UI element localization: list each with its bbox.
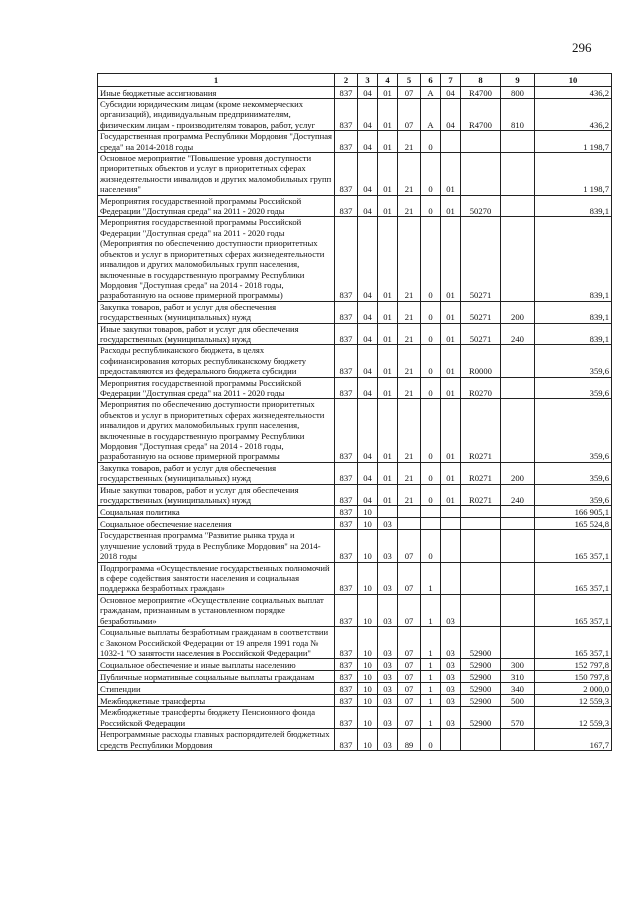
row-amount: 165 357,1: [535, 562, 612, 594]
row-expense-type: 240: [501, 484, 535, 506]
column-header: 1: [98, 74, 335, 87]
row-subprogram: 1: [421, 695, 441, 707]
row-gr: 837: [335, 627, 358, 659]
table-row: [98, 99, 612, 131]
row-section: 04: [358, 87, 378, 99]
table-row: [98, 671, 612, 683]
row-gr: 837: [335, 562, 358, 594]
row-section: 10: [358, 729, 378, 751]
row-name: Иные закупки товаров, работ и услуг для обеспечения государственных (муниципальных) нужд: [98, 484, 335, 506]
row-activity: [441, 562, 461, 594]
row-subprogram: А: [421, 87, 441, 99]
row-subprogram: 1: [421, 594, 441, 626]
table-row: [98, 562, 612, 594]
row-amount: 359,6: [535, 377, 612, 399]
row-subprogram: 0: [421, 217, 441, 301]
row-subsection: 01: [378, 153, 398, 196]
column-header: 5: [398, 74, 421, 87]
table-row: [98, 707, 612, 729]
row-gr: 837: [335, 301, 358, 323]
row-expense-type: 200: [501, 462, 535, 484]
row-program: 21: [398, 301, 421, 323]
row-activity: 04: [441, 99, 461, 131]
row-program: 21: [398, 462, 421, 484]
row-program: 21: [398, 377, 421, 399]
table-row: [98, 377, 612, 399]
row-gr: 837: [335, 217, 358, 301]
row-name: Межбюджетные трансферты бюджету Пенсионного фонда Российской Федерации: [98, 707, 335, 729]
column-header: 9: [501, 74, 535, 87]
row-direction: [461, 506, 501, 518]
row-direction: [461, 530, 501, 562]
row-subsection: 01: [378, 301, 398, 323]
row-gr: 837: [335, 131, 358, 153]
row-section: 04: [358, 217, 378, 301]
row-name: Иные закупки товаров, работ и услуг для обеспечения государственных (муниципальных) нужд: [98, 323, 335, 345]
row-amount: 839,1: [535, 195, 612, 217]
row-subsection: 03: [378, 562, 398, 594]
row-name: Мероприятия по обеспечению доступности приоритетных объектов и услуг в приоритетных сферах жизнедеятельности инвалидов и других маломобильных групп населения, включенные в государственную программу Республики Мордовия "Доступная среда" на 2014 - 2018 годы, разработанную на основе примерной программы: [98, 399, 335, 462]
row-amount: 165 524,8: [535, 518, 612, 530]
row-activity: 01: [441, 377, 461, 399]
table-row: [98, 695, 612, 707]
row-amount: 436,2: [535, 99, 612, 131]
row-activity: 03: [441, 671, 461, 683]
row-section: 04: [358, 484, 378, 506]
row-direction: 52900: [461, 683, 501, 695]
column-header: 7: [441, 74, 461, 87]
row-activity: 03: [441, 659, 461, 671]
row-subprogram: 1: [421, 671, 441, 683]
row-direction: 52900: [461, 627, 501, 659]
row-section: 10: [358, 562, 378, 594]
row-name: Социальные выплаты безработным гражданам в соответствии с Законом Российской Федерации от 19 апреля 1991 года № 1032-1 "О занятости населения в Российской Федерации": [98, 627, 335, 659]
row-gr: 837: [335, 518, 358, 530]
table-row: [98, 345, 612, 377]
row-direction: [461, 729, 501, 751]
row-subprogram: 1: [421, 707, 441, 729]
row-expense-type: 300: [501, 659, 535, 671]
row-program: 07: [398, 659, 421, 671]
row-gr: 837: [335, 530, 358, 562]
row-subprogram: 0: [421, 323, 441, 345]
row-section: 10: [358, 683, 378, 695]
row-section: 10: [358, 659, 378, 671]
row-subprogram: [421, 518, 441, 530]
row-expense-type: [501, 530, 535, 562]
row-program: 07: [398, 671, 421, 683]
row-amount: 1 198,7: [535, 131, 612, 153]
row-subprogram: 0: [421, 399, 441, 462]
row-subsection: 01: [378, 462, 398, 484]
page-number: 296: [572, 40, 592, 55]
row-subsection: 03: [378, 707, 398, 729]
table-row: [98, 594, 612, 626]
row-section: 10: [358, 506, 378, 518]
row-program: 07: [398, 530, 421, 562]
row-subsection: 01: [378, 377, 398, 399]
row-activity: 01: [441, 462, 461, 484]
row-expense-type: [501, 594, 535, 626]
row-subprogram: 0: [421, 153, 441, 196]
row-amount: 152 797,8: [535, 659, 612, 671]
row-activity: [441, 506, 461, 518]
budget-table: [97, 73, 612, 751]
row-subprogram: 0: [421, 131, 441, 153]
table-row: [98, 153, 612, 196]
row-program: 21: [398, 484, 421, 506]
row-section: 04: [358, 131, 378, 153]
row-gr: 837: [335, 729, 358, 751]
row-amount: 359,6: [535, 399, 612, 462]
row-expense-type: [501, 131, 535, 153]
table-row: [98, 195, 612, 217]
row-subsection: 03: [378, 695, 398, 707]
row-expense-type: [501, 562, 535, 594]
row-name: Непрограммные расходы главных распорядителей бюджетных средств Республики Мордовия: [98, 729, 335, 751]
row-subprogram: 0: [421, 729, 441, 751]
row-name: Закупка товаров, работ и услуг для обеспечения государственных (муниципальных) нужд: [98, 462, 335, 484]
row-activity: 03: [441, 683, 461, 695]
row-program: 07: [398, 562, 421, 594]
row-expense-type: [501, 377, 535, 399]
row-gr: 837: [335, 99, 358, 131]
column-header: 10: [535, 74, 612, 87]
row-amount: 165 357,1: [535, 627, 612, 659]
row-expense-type: [501, 217, 535, 301]
row-activity: 03: [441, 594, 461, 626]
row-direction: R0271: [461, 399, 501, 462]
row-direction: [461, 594, 501, 626]
row-activity: 01: [441, 484, 461, 506]
row-direction: 50271: [461, 323, 501, 345]
row-name: Социальное обеспечение и иные выплаты населению: [98, 659, 335, 671]
row-gr: 837: [335, 594, 358, 626]
row-expense-type: 240: [501, 323, 535, 345]
row-amount: 839,1: [535, 301, 612, 323]
row-expense-type: [501, 627, 535, 659]
row-name: Основное мероприятие "Повышение уровня доступности приоритетных объектов и услуг в приоритетных сферах жизнедеятельности инвалидов и других маломобильных групп населения": [98, 153, 335, 196]
row-amount: 2 000,0: [535, 683, 612, 695]
row-amount: 436,2: [535, 87, 612, 99]
table-row: [98, 659, 612, 671]
row-gr: 837: [335, 345, 358, 377]
row-gr: 837: [335, 462, 358, 484]
row-activity: 01: [441, 399, 461, 462]
row-gr: 837: [335, 87, 358, 99]
row-expense-type: 800: [501, 87, 535, 99]
table-row: [98, 301, 612, 323]
row-amount: 1 198,7: [535, 153, 612, 196]
row-activity: [441, 131, 461, 153]
row-gr: 837: [335, 153, 358, 196]
row-subprogram: 0: [421, 484, 441, 506]
row-subsection: 03: [378, 518, 398, 530]
row-activity: 03: [441, 695, 461, 707]
row-section: 10: [358, 530, 378, 562]
row-section: 04: [358, 399, 378, 462]
row-amount: 167,7: [535, 729, 612, 751]
row-subprogram: 0: [421, 377, 441, 399]
row-subprogram: 1: [421, 627, 441, 659]
row-section: 10: [358, 695, 378, 707]
row-gr: 837: [335, 377, 358, 399]
table-row: [98, 87, 612, 99]
row-amount: 839,1: [535, 323, 612, 345]
row-activity: 01: [441, 217, 461, 301]
table-row: [98, 484, 612, 506]
row-direction: R0271: [461, 484, 501, 506]
row-gr: 837: [335, 323, 358, 345]
table-row: [98, 683, 612, 695]
row-name: Межбюджетные трансферты: [98, 695, 335, 707]
row-expense-type: 200: [501, 301, 535, 323]
row-direction: 50270: [461, 195, 501, 217]
row-section: 04: [358, 377, 378, 399]
row-name: Публичные нормативные социальные выплаты гражданам: [98, 671, 335, 683]
table-row: [98, 217, 612, 301]
table-row: [98, 323, 612, 345]
row-program: 07: [398, 683, 421, 695]
row-subsection: 01: [378, 484, 398, 506]
row-subsection: [378, 506, 398, 518]
row-section: 04: [358, 301, 378, 323]
row-direction: 52900: [461, 671, 501, 683]
row-subprogram: 0: [421, 345, 441, 377]
row-name: Стипендии: [98, 683, 335, 695]
row-gr: 837: [335, 683, 358, 695]
column-header: 2: [335, 74, 358, 87]
table-row: [98, 399, 612, 462]
row-subsection: 01: [378, 195, 398, 217]
row-section: 10: [358, 707, 378, 729]
row-gr: 837: [335, 484, 358, 506]
row-section: 10: [358, 671, 378, 683]
column-header: 4: [378, 74, 398, 87]
row-name: Расходы республиканского бюджета, в целях софинансирования которых республиканскому бюджету предоставляются из федерального бюджета субсидии: [98, 345, 335, 377]
row-name: Мероприятия государственной программы Российской Федерации "Доступная среда" на 2011 - 2020 годы: [98, 195, 335, 217]
row-expense-type: [501, 518, 535, 530]
row-subprogram: 1: [421, 659, 441, 671]
row-subsection: 03: [378, 594, 398, 626]
row-subprogram: 0: [421, 462, 441, 484]
row-activity: 04: [441, 87, 461, 99]
row-name: Социальное обеспечение населения: [98, 518, 335, 530]
row-program: 07: [398, 707, 421, 729]
row-subprogram: 0: [421, 530, 441, 562]
row-subsection: 03: [378, 530, 398, 562]
row-gr: 837: [335, 506, 358, 518]
table-row: [98, 530, 612, 562]
row-expense-type: [501, 506, 535, 518]
row-gr: 837: [335, 195, 358, 217]
row-amount: 359,6: [535, 345, 612, 377]
row-program: 21: [398, 399, 421, 462]
row-name: Субсидии юридическим лицам (кроме некоммерческих организаций), индивидуальным предпринимателям, физическим лицам - производителям товаров, работ, услуг: [98, 99, 335, 131]
row-subsection: 01: [378, 99, 398, 131]
row-direction: [461, 518, 501, 530]
row-gr: 837: [335, 695, 358, 707]
row-program: 89: [398, 729, 421, 751]
table-row: [98, 131, 612, 153]
row-section: 04: [358, 323, 378, 345]
row-subsection: 03: [378, 671, 398, 683]
row-program: 07: [398, 695, 421, 707]
row-expense-type: [501, 729, 535, 751]
row-direction: 52900: [461, 695, 501, 707]
column-header: 8: [461, 74, 501, 87]
row-program: [398, 518, 421, 530]
row-subprogram: 1: [421, 562, 441, 594]
row-subsection: 01: [378, 87, 398, 99]
row-direction: 50271: [461, 301, 501, 323]
row-direction: 52900: [461, 707, 501, 729]
table-header-row: [98, 74, 612, 87]
row-subsection: 01: [378, 131, 398, 153]
row-subsection: 03: [378, 627, 398, 659]
row-program: 21: [398, 345, 421, 377]
row-section: 04: [358, 462, 378, 484]
row-name: Основное мероприятие «Осуществление социальных выплат гражданам, признанным в установленном порядке безработными»: [98, 594, 335, 626]
table-row: [98, 627, 612, 659]
row-expense-type: 310: [501, 671, 535, 683]
row-subsection: 01: [378, 399, 398, 462]
row-direction: R0271: [461, 462, 501, 484]
row-name: Государственная программа "Развитие рынка труда и улучшение условий труда в Республике Мордовия" на 2014-2018 годы: [98, 530, 335, 562]
row-amount: 165 357,1: [535, 530, 612, 562]
row-amount: 150 797,8: [535, 671, 612, 683]
row-activity: 01: [441, 323, 461, 345]
row-name: Мероприятия государственной программы Российской Федерации "Доступная среда" на 2011 - 2020 годы: [98, 377, 335, 399]
row-amount: 166 905,1: [535, 506, 612, 518]
row-activity: 01: [441, 195, 461, 217]
row-program: 21: [398, 131, 421, 153]
row-subsection: 03: [378, 659, 398, 671]
column-header: 3: [358, 74, 378, 87]
row-section: 04: [358, 195, 378, 217]
table-row: [98, 518, 612, 530]
row-program: 07: [398, 627, 421, 659]
row-section: 10: [358, 594, 378, 626]
row-gr: 837: [335, 399, 358, 462]
row-gr: 837: [335, 707, 358, 729]
row-subsection: 03: [378, 729, 398, 751]
row-expense-type: [501, 399, 535, 462]
row-subsection: 01: [378, 345, 398, 377]
row-amount: 839,1: [535, 217, 612, 301]
row-expense-type: [501, 195, 535, 217]
row-expense-type: 570: [501, 707, 535, 729]
row-subprogram: 1: [421, 683, 441, 695]
row-section: 10: [358, 518, 378, 530]
row-program: [398, 506, 421, 518]
row-activity: 03: [441, 627, 461, 659]
row-name: Социальная политика: [98, 506, 335, 518]
row-direction: [461, 153, 501, 196]
row-direction: R4700: [461, 99, 501, 131]
column-header: 6: [421, 74, 441, 87]
row-activity: 01: [441, 301, 461, 323]
row-amount: 359,6: [535, 462, 612, 484]
row-program: 07: [398, 99, 421, 131]
row-expense-type: [501, 153, 535, 196]
row-name: Мероприятия государственной программы Российской Федерации "Доступная среда" на 2011 - 2020 годы (Мероприятия по обеспечению доступности приоритетных объектов и услуг в приоритетных сферах жизнедеятельности инвалидов и других маломобильных групп населения, включенные в государственную программу Республики Мордовия "Доступная среда" на 2014 - 2018 годы, разработанную на основе примерной программы): [98, 217, 335, 301]
row-subprogram: А: [421, 99, 441, 131]
row-direction: R0000: [461, 345, 501, 377]
row-amount: 12 559,3: [535, 707, 612, 729]
row-subprogram: [421, 506, 441, 518]
row-program: 21: [398, 217, 421, 301]
row-direction: [461, 562, 501, 594]
row-gr: 837: [335, 659, 358, 671]
row-amount: 359,6: [535, 484, 612, 506]
row-section: 04: [358, 99, 378, 131]
table-row: [98, 506, 612, 518]
table-row: [98, 729, 612, 751]
row-section: 04: [358, 153, 378, 196]
row-expense-type: 810: [501, 99, 535, 131]
row-section: 10: [358, 627, 378, 659]
row-expense-type: 340: [501, 683, 535, 695]
row-direction: 50271: [461, 217, 501, 301]
row-activity: 01: [441, 345, 461, 377]
row-activity: 01: [441, 153, 461, 196]
row-name: Подпрограмма «Осуществление государственных полномочий в сфере содействия занятости населения и социальная поддержка безработных граждан»: [98, 562, 335, 594]
row-name: Государственная программа Республики Мордовия "Доступная среда" на 2014-2018 годы: [98, 131, 335, 153]
table-row: [98, 462, 612, 484]
row-name: Закупка товаров, работ и услуг для обеспечения государственных (муниципальных) нужд: [98, 301, 335, 323]
row-subprogram: 0: [421, 301, 441, 323]
row-subsection: 03: [378, 683, 398, 695]
row-expense-type: [501, 345, 535, 377]
row-direction: 52900: [461, 659, 501, 671]
row-direction: [461, 131, 501, 153]
row-expense-type: 500: [501, 695, 535, 707]
row-subsection: 01: [378, 323, 398, 345]
row-program: 21: [398, 153, 421, 196]
row-activity: 03: [441, 707, 461, 729]
row-name: Иные бюджетные ассигнования: [98, 87, 335, 99]
row-direction: R4700: [461, 87, 501, 99]
row-activity: [441, 530, 461, 562]
row-activity: [441, 729, 461, 751]
row-section: 04: [358, 345, 378, 377]
row-program: 07: [398, 594, 421, 626]
row-subprogram: 0: [421, 195, 441, 217]
row-amount: 12 559,3: [535, 695, 612, 707]
row-subsection: 01: [378, 217, 398, 301]
row-program: 21: [398, 195, 421, 217]
row-amount: 165 357,1: [535, 594, 612, 626]
row-gr: 837: [335, 671, 358, 683]
row-program: 07: [398, 87, 421, 99]
row-activity: [441, 518, 461, 530]
row-direction: R0270: [461, 377, 501, 399]
row-program: 21: [398, 323, 421, 345]
